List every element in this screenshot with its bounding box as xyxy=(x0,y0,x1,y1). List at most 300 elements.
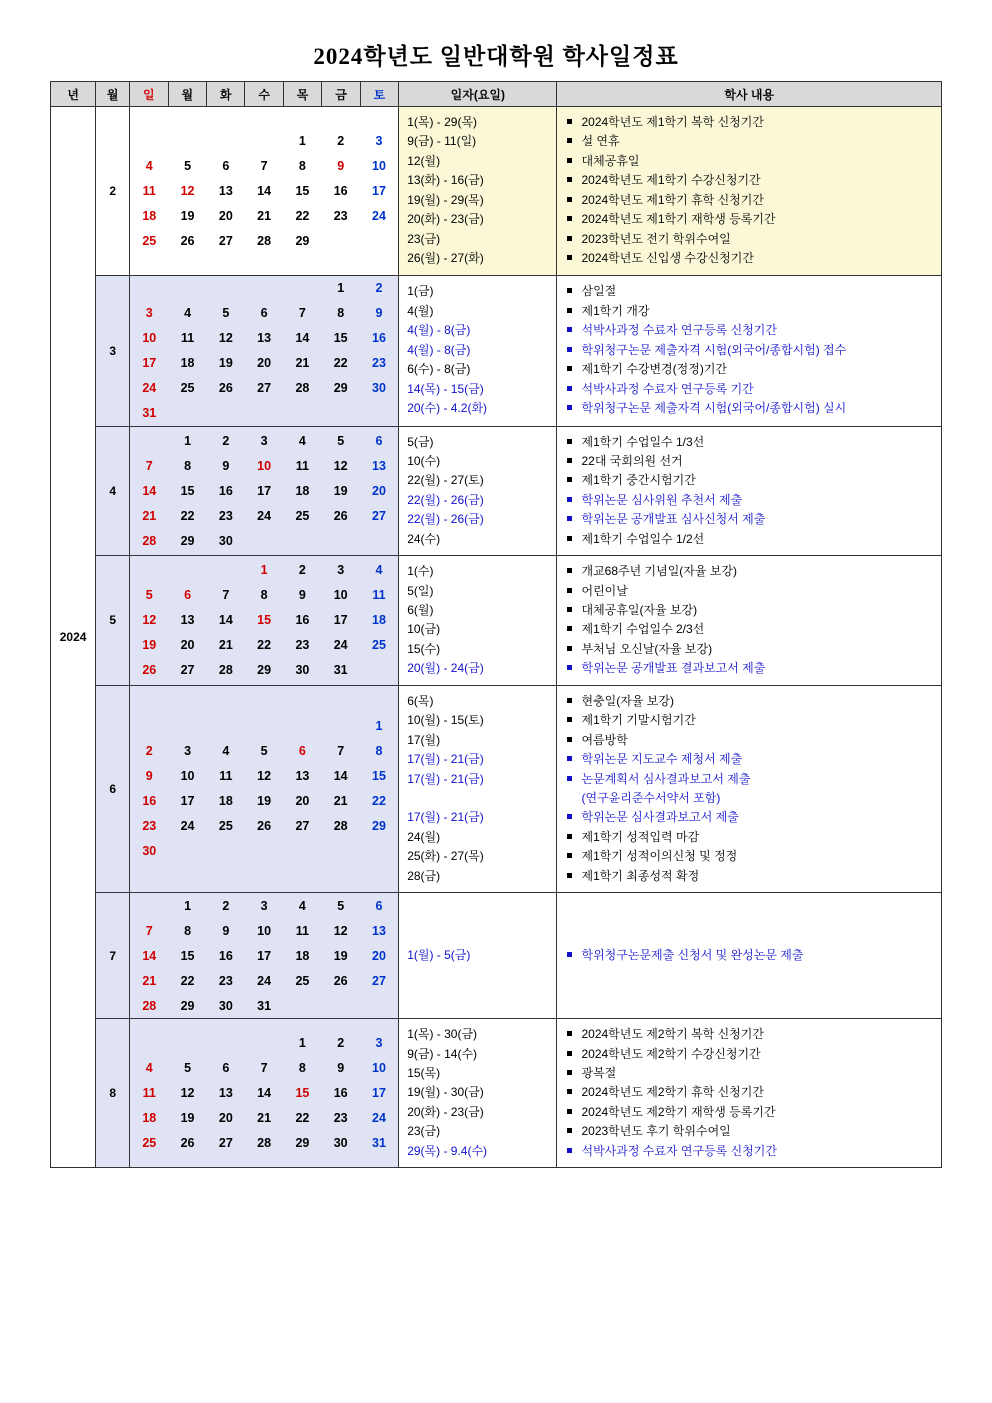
date-entry: 19(월) - 30(금) xyxy=(407,1085,484,1100)
bullet-icon xyxy=(567,119,572,124)
day-cell: 1 xyxy=(298,1036,306,1051)
week-row xyxy=(130,428,398,453)
day-cell: 14 xyxy=(295,331,310,345)
date-list-6 xyxy=(399,685,557,892)
day-cell: 20 xyxy=(295,794,310,809)
date-list-3 xyxy=(399,275,557,426)
content-entry xyxy=(567,249,935,268)
day-cell: 18 xyxy=(295,483,310,498)
week-row xyxy=(130,503,398,528)
day-cell: 1 xyxy=(260,563,268,578)
day-cell-empty xyxy=(322,401,360,426)
day-cell-empty xyxy=(283,401,321,426)
day-cell-empty xyxy=(168,128,206,153)
bullet-icon xyxy=(567,366,572,371)
day-cell: 8 xyxy=(184,923,192,938)
week-row xyxy=(130,1081,398,1106)
week-row xyxy=(130,968,398,993)
day-cell: 9 xyxy=(375,306,383,320)
date-list-2 xyxy=(399,107,557,276)
day-cell: 31 xyxy=(257,998,272,1013)
month-label-6: 6 xyxy=(96,685,130,892)
content-entry-label: 학위논문 지도교수 제청서 제출 xyxy=(581,752,743,767)
day-cell: 17 xyxy=(180,794,195,809)
content-entry-label: 2024학년도 제2학기 재학생 등록기간 xyxy=(581,1104,776,1119)
day-cell: 27 xyxy=(180,663,195,678)
content-entry-label: 2024학년도 제1학기 휴학 신청기간 xyxy=(581,192,764,207)
day-cell-empty xyxy=(207,401,245,426)
content-entry xyxy=(567,321,935,340)
day-cell: 11 xyxy=(295,923,309,938)
day-cell-empty xyxy=(360,401,398,426)
day-cell: 9 xyxy=(298,588,306,603)
day-cell: 17 xyxy=(257,948,272,963)
day-cell: 24 xyxy=(142,381,157,395)
bullet-icon xyxy=(567,626,572,631)
content-entry xyxy=(567,692,935,711)
day-cell: 28 xyxy=(257,233,272,248)
day-cell: 13 xyxy=(372,458,386,473)
content-list-3 xyxy=(557,275,942,426)
content-entry xyxy=(567,191,935,210)
content-entry xyxy=(567,282,935,301)
day-cell: 11 xyxy=(219,769,233,784)
week-row xyxy=(130,943,398,968)
day-cell: 25 xyxy=(295,508,310,523)
day-cell: 12 xyxy=(333,458,348,473)
day-cell: 5 xyxy=(260,744,268,759)
month-row-2 xyxy=(51,107,942,276)
content-entry xyxy=(567,152,935,171)
content-entry-label: 제1학기 수업일수 1/3선 xyxy=(581,434,705,449)
day-cell: 25 xyxy=(180,381,195,395)
week-row xyxy=(130,583,398,608)
date-entry: 15(목) xyxy=(407,1066,441,1080)
bullet-icon xyxy=(567,477,572,482)
day-cell: 24 xyxy=(257,508,272,523)
date-entry: 4(월) - 8(금) xyxy=(407,323,471,338)
bullet-icon xyxy=(567,255,572,260)
week-row xyxy=(130,453,398,478)
bullet-icon xyxy=(567,717,572,722)
content-entry-label: 제1학기 개강 xyxy=(581,303,650,318)
day-cell: 8 xyxy=(375,744,383,759)
day-cell: 23 xyxy=(372,356,386,370)
day-cell: 14 xyxy=(257,1086,272,1101)
day-cell: 14 xyxy=(142,948,157,963)
day-cell: 5 xyxy=(337,433,345,448)
header-weekday-mon: 월 xyxy=(168,82,206,107)
day-cell-empty xyxy=(207,839,245,864)
bullet-icon xyxy=(567,536,572,541)
month-label-2: 2 xyxy=(96,107,130,276)
day-cell-empty xyxy=(130,558,168,583)
date-entry: 1(목) - 29(목) xyxy=(407,115,478,129)
day-cell: 22 xyxy=(295,208,310,223)
day-cell: 8 xyxy=(337,306,345,320)
day-cell: 25 xyxy=(142,1136,157,1151)
day-cell: 25 xyxy=(372,638,386,653)
day-cell: 12 xyxy=(180,183,195,198)
day-cell-empty xyxy=(283,993,321,1018)
content-entry-label: 2024학년도 제2학기 휴학 신청기간 xyxy=(581,1085,764,1100)
day-cell: 24 xyxy=(180,819,195,834)
day-cell: 29 xyxy=(333,381,348,395)
day-cell: 1 xyxy=(184,433,192,448)
month-row-8 xyxy=(51,1019,942,1168)
day-cell: 16 xyxy=(218,948,233,963)
day-cell: 31 xyxy=(142,406,157,420)
bullet-icon xyxy=(567,347,572,352)
day-cell-empty xyxy=(130,1031,168,1056)
day-cell-empty xyxy=(245,276,283,301)
day-grid-2 xyxy=(130,107,399,276)
day-cell: 27 xyxy=(218,1136,233,1151)
day-cell: 3 xyxy=(375,133,383,148)
content-entry xyxy=(567,113,935,132)
day-cell: 7 xyxy=(260,158,268,173)
date-list-4 xyxy=(399,426,557,556)
week-row xyxy=(130,893,398,918)
day-cell: 30 xyxy=(218,533,233,548)
date-entry: 5(일) xyxy=(407,583,434,598)
day-cell: 28 xyxy=(142,533,157,548)
day-cell: 9 xyxy=(222,923,230,938)
day-cell: 21 xyxy=(295,356,310,370)
date-entry: 9(금) - 11(일) xyxy=(407,134,477,149)
content-entry xyxy=(567,452,935,471)
day-cell-empty xyxy=(360,839,398,864)
month-label-5: 5 xyxy=(96,556,130,686)
day-cell: 26 xyxy=(180,233,195,248)
day-cell: 24 xyxy=(333,638,348,653)
day-cell: 11 xyxy=(180,331,195,345)
day-cell: 2 xyxy=(298,563,306,578)
content-entry xyxy=(567,731,935,750)
day-cell: 19 xyxy=(180,1111,195,1126)
content-entry-label: 현충일(자율 보강) xyxy=(581,693,674,708)
date-entry: 23(금) xyxy=(407,231,441,246)
day-cell: 28 xyxy=(257,1136,272,1151)
bullet-icon xyxy=(567,197,572,202)
date-entry: 10(수) xyxy=(407,453,441,468)
day-cell: 2 xyxy=(337,133,345,148)
day-cell-empty xyxy=(168,401,206,426)
day-cell: 10 xyxy=(142,331,157,345)
content-entry xyxy=(567,433,935,452)
day-cell: 27 xyxy=(372,508,386,523)
week-row xyxy=(130,608,398,633)
content-entry xyxy=(567,491,935,510)
date-entry: 19(월) - 29(목) xyxy=(407,192,484,207)
day-cell-empty xyxy=(207,128,245,153)
day-cell-empty xyxy=(168,1031,206,1056)
bullet-icon xyxy=(567,952,572,957)
day-cell: 17 xyxy=(333,613,348,628)
content-list-6 xyxy=(557,685,942,892)
day-cell: 27 xyxy=(372,973,386,988)
content-entry xyxy=(567,510,935,529)
week-row xyxy=(130,764,398,789)
content-entry xyxy=(567,867,935,886)
day-cell: 22 xyxy=(295,1111,310,1126)
day-cell-empty xyxy=(322,228,360,253)
day-cell: 22 xyxy=(180,508,195,523)
date-entry: 10(월) - 15(토) xyxy=(407,713,484,728)
day-cell: 1 xyxy=(375,719,383,734)
day-cell: 25 xyxy=(142,233,157,248)
week-row xyxy=(130,153,398,178)
bullet-icon xyxy=(567,458,572,463)
day-cell-empty xyxy=(360,658,398,683)
day-cell: 13 xyxy=(218,183,233,198)
day-cell: 15 xyxy=(180,483,195,498)
content-entry-label: 학위청구논문제출 신청서 및 완성논문 제출 xyxy=(581,947,804,962)
date-entry: 20(수) - 4.2(화) xyxy=(407,401,488,416)
day-cell: 3 xyxy=(260,898,268,913)
day-cell: 19 xyxy=(333,948,348,963)
content-entry xyxy=(567,471,935,490)
day-cell-empty xyxy=(168,839,206,864)
day-cell: 12 xyxy=(257,769,272,784)
day-cell-empty xyxy=(207,714,245,739)
bullet-icon xyxy=(567,607,572,612)
day-cell: 17 xyxy=(142,356,157,370)
year-label: 2024 xyxy=(51,107,96,1168)
day-cell: 8 xyxy=(298,158,306,173)
day-cell: 31 xyxy=(333,663,348,678)
day-cell: 3 xyxy=(184,744,192,759)
month-label-7: 7 xyxy=(96,893,130,1019)
day-cell: 30 xyxy=(142,844,157,859)
date-list-7 xyxy=(399,893,557,1019)
day-cell: 19 xyxy=(333,483,348,498)
day-cell: 23 xyxy=(218,973,233,988)
week-row xyxy=(130,739,398,764)
day-cell: 14 xyxy=(218,613,233,628)
day-cell: 21 xyxy=(257,1111,272,1126)
date-entry: 1(목) - 30(금) xyxy=(407,1027,478,1042)
day-cell: 27 xyxy=(295,819,310,834)
day-cell: 23 xyxy=(142,819,157,834)
content-entry-label: 2024학년도 제2학기 복학 신청기간 xyxy=(581,1027,764,1042)
day-cell: 28 xyxy=(218,663,233,678)
content-entry xyxy=(567,946,935,965)
day-cell: 9 xyxy=(145,769,153,784)
content-entry-label: 어린이날 xyxy=(581,583,628,598)
day-cell-empty xyxy=(207,276,245,301)
day-cell: 15 xyxy=(180,948,195,963)
content-entry xyxy=(567,808,935,827)
day-cell: 1 xyxy=(184,898,192,913)
content-entry-label: 학위논문 공개발표 결과보고서 제출 xyxy=(581,661,766,676)
bullet-icon xyxy=(567,497,572,502)
date-entry: 1(금) xyxy=(407,284,434,299)
day-cell: 4 xyxy=(184,306,192,320)
day-cell: 18 xyxy=(142,208,157,223)
day-cell: 21 xyxy=(218,638,233,653)
week-row xyxy=(130,1056,398,1081)
header-content-column: 학사 내용 xyxy=(557,82,942,107)
day-cell-empty xyxy=(130,276,168,301)
day-cell: 17 xyxy=(372,1086,386,1101)
day-cell: 19 xyxy=(257,794,272,809)
date-entry: 22(월) - 26(금) xyxy=(407,512,484,527)
date-entry: 14(목) - 15(금) xyxy=(407,381,484,396)
day-cell: 29 xyxy=(372,819,386,834)
day-cell: 19 xyxy=(218,356,233,370)
day-cell: 12 xyxy=(218,331,233,345)
bullet-icon xyxy=(567,588,572,593)
bullet-icon xyxy=(567,327,572,332)
day-cell: 16 xyxy=(218,483,233,498)
day-cell: 26 xyxy=(333,973,348,988)
day-cell: 6 xyxy=(260,306,268,320)
day-cell: 22 xyxy=(257,638,272,653)
content-list-8 xyxy=(557,1019,942,1168)
header-date-column: 일자(요일) xyxy=(399,82,557,107)
month-row-5 xyxy=(51,556,942,686)
day-cell: 29 xyxy=(257,663,272,678)
content-entry-label: 설 연휴 xyxy=(581,134,620,149)
day-cell-empty xyxy=(245,528,283,553)
content-entry-label: 제1학기 중간시험기간 xyxy=(581,473,696,488)
date-entry: 22(월) - 27(토) xyxy=(407,473,484,488)
day-cell: 23 xyxy=(333,208,348,223)
day-cell-empty xyxy=(130,893,168,918)
day-cell: 27 xyxy=(218,233,233,248)
content-entry xyxy=(567,171,935,190)
bullet-icon xyxy=(567,698,572,703)
day-cell: 15 xyxy=(295,1086,310,1101)
day-cell: 25 xyxy=(295,973,310,988)
day-cell-empty xyxy=(283,276,321,301)
content-entry-label: 논문계획서 심사결과보고서 제출 xyxy=(581,771,751,786)
bullet-icon xyxy=(567,1051,572,1056)
content-entry-label: 2024학년도 제1학기 재학생 등록기간 xyxy=(581,212,776,227)
day-cell: 11 xyxy=(142,183,156,198)
day-cell: 10 xyxy=(257,458,272,473)
content-entry-label: 학위논문 심사위원 추천서 제출 xyxy=(581,492,743,507)
bullet-icon xyxy=(567,665,572,670)
day-cell: 13 xyxy=(372,923,386,938)
day-grid-6 xyxy=(130,685,399,892)
content-entry-label: 2024학년도 신입생 수강신청기간 xyxy=(581,251,754,266)
day-cell: 28 xyxy=(333,819,348,834)
day-cell: 13 xyxy=(257,331,272,345)
day-cell: 18 xyxy=(180,356,195,370)
day-cell: 27 xyxy=(257,381,272,395)
date-entry: 20(월) - 24(금) xyxy=(407,661,484,676)
content-entry xyxy=(567,360,935,379)
content-entry-label: 개교68주년 기념일(자율 보강) xyxy=(581,564,738,579)
day-cell: 6 xyxy=(222,158,230,173)
day-cell: 10 xyxy=(180,769,195,784)
header-weekday-sun: 일 xyxy=(130,82,168,107)
day-cell-empty xyxy=(245,714,283,739)
bullet-icon xyxy=(567,646,572,651)
week-row xyxy=(130,918,398,943)
day-cell: 31 xyxy=(372,1136,386,1151)
day-cell: 16 xyxy=(372,331,386,345)
content-entry-label: 학위논문 공개발표 심사신청서 제출 xyxy=(581,512,766,527)
bullet-icon xyxy=(567,1148,572,1153)
day-grid-5 xyxy=(130,556,399,686)
day-cell-empty xyxy=(322,993,360,1018)
month-label-4: 4 xyxy=(96,426,130,556)
bullet-icon xyxy=(567,216,572,221)
content-entry xyxy=(567,302,935,321)
day-cell: 4 xyxy=(222,744,230,759)
content-entry xyxy=(567,380,935,399)
bullet-icon xyxy=(567,1109,572,1114)
day-cell: 15 xyxy=(257,613,272,628)
day-cell: 7 xyxy=(145,923,153,938)
day-cell: 18 xyxy=(218,794,233,809)
content-list-2 xyxy=(557,107,942,276)
day-cell-empty xyxy=(360,528,398,553)
day-cell: 30 xyxy=(333,1136,348,1151)
day-cell: 8 xyxy=(260,588,268,603)
day-cell: 9 xyxy=(222,458,230,473)
bullet-icon xyxy=(567,737,572,742)
day-cell: 21 xyxy=(142,508,157,523)
day-cell: 7 xyxy=(145,458,153,473)
month-row-6 xyxy=(51,685,942,892)
header-weekday-tue: 화 xyxy=(207,82,245,107)
date-entry xyxy=(407,789,550,808)
day-cell: 9 xyxy=(337,1061,345,1076)
bullet-icon xyxy=(567,405,572,410)
day-cell: 9 xyxy=(337,158,345,173)
week-row xyxy=(130,301,398,326)
day-cell-empty xyxy=(283,528,321,553)
content-entry-label: 대체공휴일 xyxy=(581,153,640,168)
day-cell-empty xyxy=(130,428,168,453)
day-cell: 21 xyxy=(257,208,272,223)
bullet-icon xyxy=(567,814,572,819)
day-cell: 17 xyxy=(372,183,386,198)
date-entry: 17(월) - 21(금) xyxy=(407,810,484,825)
content-entry xyxy=(567,582,935,601)
day-cell: 19 xyxy=(142,638,157,653)
day-cell: 30 xyxy=(372,381,386,395)
content-entry-label: 2023학년도 후기 학위수여일 xyxy=(581,1124,731,1139)
content-entry xyxy=(567,750,935,769)
date-entry: 6(월) xyxy=(407,603,434,617)
day-cell-empty xyxy=(322,714,360,739)
date-entry: 24(월) xyxy=(407,829,441,844)
day-cell: 20 xyxy=(257,356,272,370)
header-weekday-fri: 금 xyxy=(322,82,360,107)
day-cell: 18 xyxy=(295,948,310,963)
header-weekday-sat: 토 xyxy=(360,82,398,107)
content-entry xyxy=(567,640,935,659)
header-year: 년 xyxy=(51,82,96,107)
week-row xyxy=(130,401,398,426)
content-entry xyxy=(567,132,935,151)
date-entry: 13(화) - 16(금) xyxy=(407,173,484,188)
week-row xyxy=(130,993,398,1018)
content-entry-label: 2024학년도 제1학기 복학 신청기간 xyxy=(581,115,764,129)
week-row xyxy=(130,128,398,153)
content-entry-label: 광복절 xyxy=(581,1066,617,1080)
date-entry: 29(목) - 9.4(수) xyxy=(407,1143,488,1158)
date-entry: 12(월) xyxy=(407,153,441,168)
day-cell: 3 xyxy=(145,306,153,320)
day-cell-empty xyxy=(168,714,206,739)
day-cell: 17 xyxy=(257,483,272,498)
